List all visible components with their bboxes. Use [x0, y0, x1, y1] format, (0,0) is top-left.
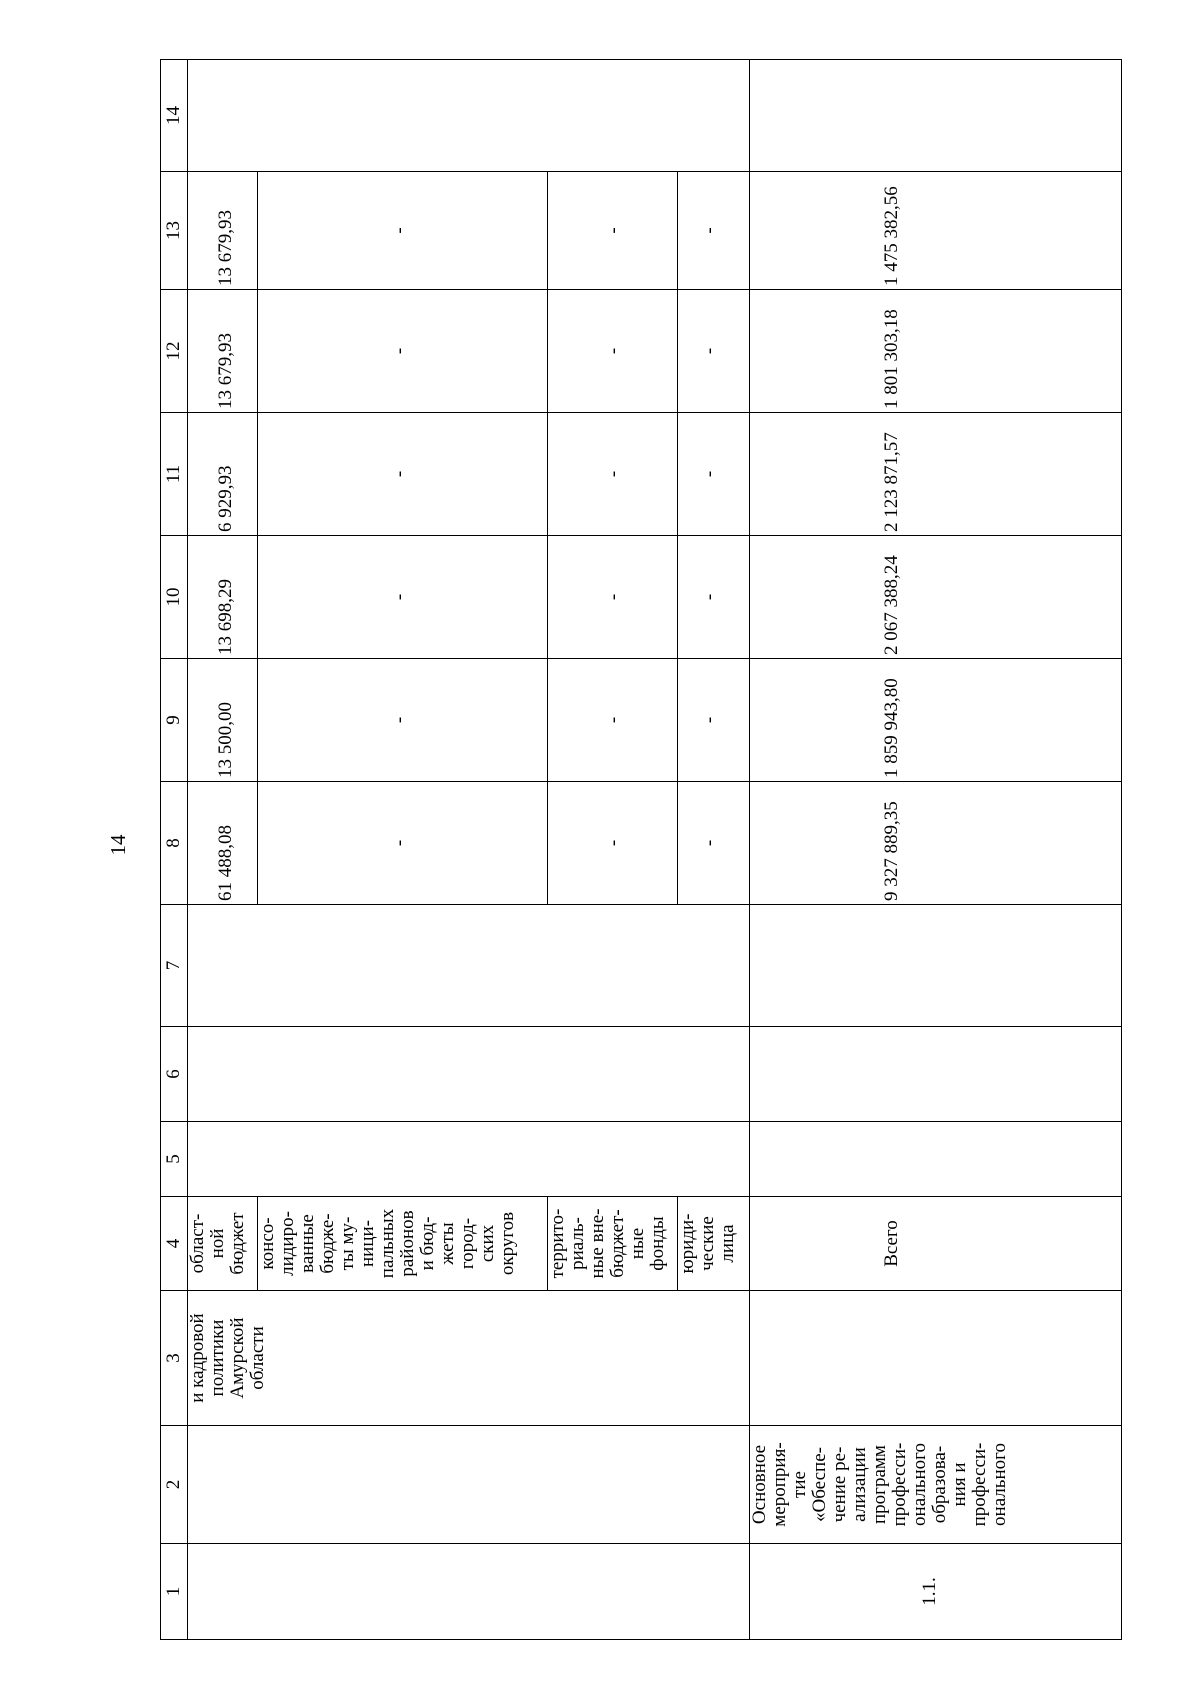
value-cell: -	[678, 659, 750, 782]
column-number: 12	[161, 290, 188, 413]
empty-cell	[188, 1027, 750, 1122]
executor-cell	[188, 1291, 750, 1426]
column-number: 11	[161, 413, 188, 536]
column-number: 8	[161, 782, 188, 905]
column-number: 3	[161, 1291, 188, 1426]
column-number: 2	[161, 1426, 188, 1544]
table-row	[188, 60, 258, 1640]
executor-text: и кадровой политики Амурской области	[187, 1313, 268, 1403]
value-cell: 9 327 889,35	[750, 782, 1122, 905]
column-number-row	[161, 60, 188, 1640]
column-number: 9	[161, 659, 188, 782]
budget-table	[160, 59, 1122, 1640]
page-number: 14	[106, 834, 130, 856]
table-row	[750, 60, 1122, 1640]
funding-source-cell: Всего	[750, 1197, 1122, 1291]
value-cell: 13 679,93	[188, 290, 258, 413]
funding-source-cell: террито- риаль- ные вне- бюджет- ные фонды	[548, 1197, 678, 1291]
value-cell: -	[258, 413, 548, 536]
funding-source-cell: юриди- ческие лица	[678, 1197, 750, 1291]
column-number: 5	[161, 1122, 188, 1197]
funding-source-cell: консо- лидиро- ванные бюдже- ты му- ници- пальных районов и бюд- жеты город- ских округов	[258, 1197, 548, 1291]
value-cell: 2 067 388,24	[750, 536, 1122, 659]
value-cell: -	[678, 290, 750, 413]
value-cell: 1 475 382,56	[750, 172, 1122, 290]
row-number-cell	[188, 1544, 750, 1640]
value-cell: -	[258, 782, 548, 905]
value-cell: -	[548, 172, 678, 290]
column-number: 14	[161, 60, 188, 172]
empty-cell	[188, 60, 750, 172]
value-cell: -	[678, 413, 750, 536]
empty-cell	[750, 1122, 1122, 1197]
value-cell: -	[258, 536, 548, 659]
empty-cell	[188, 1122, 750, 1197]
funding-source-cell: област- ной бюджет	[188, 1197, 258, 1291]
value-cell: 2 123 871,57	[750, 413, 1122, 536]
column-number: 7	[161, 905, 188, 1027]
value-cell: 13 679,93	[188, 172, 258, 290]
rotated-table-wrapper	[160, 60, 1120, 1640]
value-cell: 13 500,00	[188, 659, 258, 782]
value-cell: 13 698,29	[188, 536, 258, 659]
value-cell: -	[258, 290, 548, 413]
column-number: 6	[161, 1027, 188, 1122]
value-cell: -	[548, 659, 678, 782]
value-cell: 61 488,08	[188, 782, 258, 905]
column-number: 13	[161, 172, 188, 290]
empty-cell	[188, 905, 750, 1027]
value-cell: -	[548, 290, 678, 413]
value-cell: -	[678, 782, 750, 905]
column-number: 4	[161, 1197, 188, 1291]
empty-cell	[750, 1027, 1122, 1122]
measure-name-cell: Основное мероприя- тие «Обеспе- чение ре- ализации программ професси- онального образова- ния и професси- онального	[750, 1426, 1122, 1544]
value-cell: -	[678, 536, 750, 659]
value-cell: -	[678, 172, 750, 290]
value-cell: -	[548, 413, 678, 536]
executor-cell	[750, 1291, 1122, 1426]
column-number: 1	[161, 1544, 188, 1640]
empty-cell	[750, 905, 1122, 1027]
value-cell: -	[258, 172, 548, 290]
measure-name-cell	[188, 1426, 750, 1544]
value-cell: -	[258, 659, 548, 782]
row-number-cell: 1.1.	[750, 1544, 1122, 1640]
column-number: 10	[161, 536, 188, 659]
value-cell: -	[548, 536, 678, 659]
empty-cell	[750, 60, 1122, 172]
value-cell: 1 801 303,18	[750, 290, 1122, 413]
value-cell: 6 929,93	[188, 413, 258, 536]
value-cell: -	[548, 782, 678, 905]
value-cell: 1 859 943,80	[750, 659, 1122, 782]
